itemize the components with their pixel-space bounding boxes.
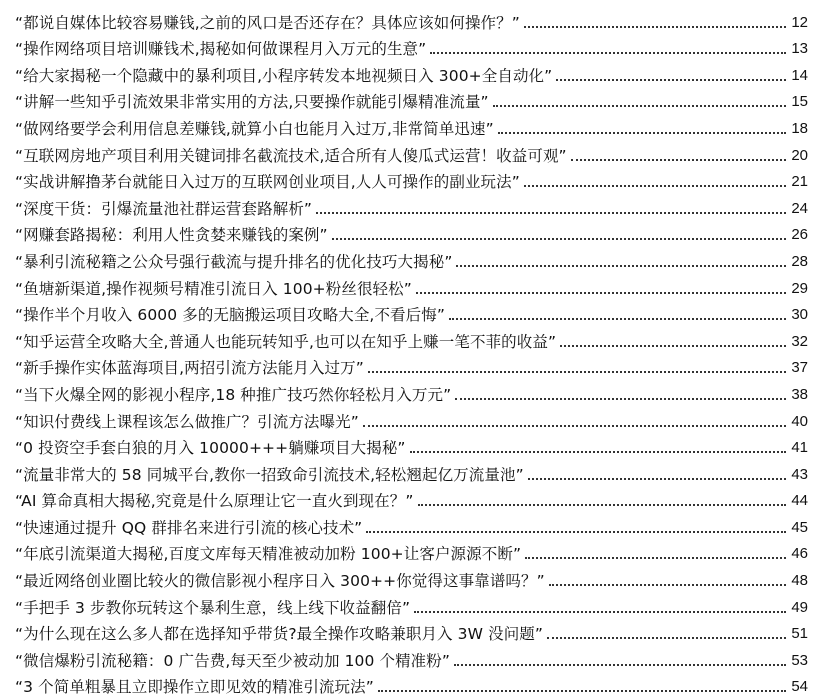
toc-entry[interactable] xyxy=(0,325,826,352)
toc-entry-title: “AI 算命真相大揭秘,究竟是什么原理让它一直火到现在？” xyxy=(15,492,414,511)
toc-entry[interactable] xyxy=(0,432,826,459)
dot-leader xyxy=(414,611,786,613)
toc-entry-page-number: 24 xyxy=(791,199,808,217)
toc-entry-title: “微信爆粉引流秘籍：0 广告费,每天至少被动加 100 个精准粉” xyxy=(15,651,451,670)
toc-entry[interactable] xyxy=(0,59,826,86)
toc-entry-page-number: 53 xyxy=(791,651,808,669)
toc-entry-page-number: 29 xyxy=(791,279,808,297)
toc-entry[interactable] xyxy=(0,192,826,219)
toc-entry-page-number: 40 xyxy=(791,412,808,430)
toc-entry-title: “实战讲解撸茅台就能日入过万的互联网创业项目,人人可操作的副业玩法” xyxy=(15,173,520,192)
dot-leader xyxy=(366,531,786,533)
toc-entry[interactable] xyxy=(0,112,826,139)
dot-leader xyxy=(363,425,786,427)
dot-leader xyxy=(528,478,786,480)
toc-entry[interactable] xyxy=(0,511,826,538)
toc-entry-page-number: 38 xyxy=(791,385,808,403)
toc-entry-page-number: 54 xyxy=(791,678,808,696)
toc-entry-title: “操作半个月收入 6000 多的无脑搬运项目攻略大全,不看后悔” xyxy=(15,306,445,325)
toc-entry-page-number: 20 xyxy=(791,146,808,164)
toc-entry-page-number: 43 xyxy=(791,465,808,483)
toc-entry-title: “当下火爆全网的影视小程序,18 种推广技巧然你轻松月入万元” xyxy=(15,385,452,404)
dot-leader xyxy=(454,664,786,666)
toc-entry[interactable] xyxy=(0,458,826,485)
dot-leader xyxy=(455,398,786,400)
toc-entry-page-number: 46 xyxy=(791,545,808,563)
toc-entry-page-number: 51 xyxy=(791,625,808,643)
toc-entry[interactable] xyxy=(0,671,826,697)
dot-leader xyxy=(316,212,786,214)
toc-entry[interactable] xyxy=(0,378,826,405)
toc-entry[interactable] xyxy=(0,538,826,565)
dot-leader xyxy=(525,557,786,559)
toc-entry-page-number: 26 xyxy=(791,226,808,244)
dot-leader xyxy=(571,159,786,161)
toc-entry-page-number: 49 xyxy=(791,598,808,616)
toc-entry[interactable] xyxy=(0,272,826,299)
toc-entry-page-number: 15 xyxy=(791,93,808,111)
dot-leader xyxy=(524,185,786,187)
toc-entry[interactable] xyxy=(0,139,826,166)
dot-leader xyxy=(456,265,786,267)
toc-entry-title: “操作网络项目培训赚钱术,揭秘如何做课程月入万元的生意” xyxy=(15,40,427,59)
toc-entry-title: “都说自媒体比较容易赚钱,之前的风口是否还存在？具体应该如何操作？” xyxy=(15,13,520,32)
dot-leader xyxy=(524,26,786,28)
toc-entry[interactable] xyxy=(0,644,826,671)
toc-entry-title: “深度干货：引爆流量池社群运营套路解析” xyxy=(15,199,313,218)
toc-entry-title: “给大家揭秘一个隐藏中的暴利项目,小程序转发本地视频日入 300+全自动化” xyxy=(15,66,553,85)
toc-entry-title: “知识付费线上课程该怎么做推广？引流方法曝光” xyxy=(15,412,359,431)
toc-entry-title: “鱼塘新渠道,操作视频号精准引流日入 100+粉丝很轻松” xyxy=(15,279,412,298)
toc-entry-page-number: 12 xyxy=(791,13,808,31)
toc-entry-page-number: 14 xyxy=(791,66,808,84)
dot-leader xyxy=(547,637,786,639)
toc-entry[interactable] xyxy=(0,591,826,618)
toc-entry-title: “做网络要学会利用信息差赚钱,就算小白也能月入过万,非常简单迅速” xyxy=(15,119,494,138)
toc-entry-page-number: 13 xyxy=(791,40,808,58)
toc-entry-title: “新手操作实体蓝海项目,两招引流方法能月入过万” xyxy=(15,359,364,378)
toc-entry-page-number: 21 xyxy=(791,173,808,191)
toc-entry-page-number: 28 xyxy=(791,252,808,270)
toc-entry-title: “互联网房地产项目利用关键词排名截流技术,适合所有人傻瓜式运营！收益可观” xyxy=(15,146,567,165)
toc-entry[interactable] xyxy=(0,352,826,379)
dot-leader xyxy=(449,318,786,320)
toc-entry-title: “3 个简单粗暴且立即操作立即见效的精准引流玩法” xyxy=(15,678,374,697)
toc-entry-page-number: 44 xyxy=(791,492,808,510)
toc-entry[interactable] xyxy=(0,299,826,326)
toc-entry-title: “年底引流渠道大揭秘,百度文库每天精准被动加粉 100+让客户源源不断” xyxy=(15,545,522,564)
toc-entry-title: “最近网络创业圈比较火的微信影视小程序日入 300++你觉得这事靠谱吗？” xyxy=(15,572,545,591)
toc-entry-page-number: 48 xyxy=(791,572,808,590)
toc-entry-page-number: 37 xyxy=(791,359,808,377)
toc-entry-page-number: 18 xyxy=(791,119,808,137)
dot-leader xyxy=(368,371,786,373)
dot-leader xyxy=(430,52,786,54)
toc-entry[interactable] xyxy=(0,86,826,113)
dot-leader xyxy=(378,690,786,692)
toc-entry-title: “快速通过提升 QQ 群排名来进行引流的核心技术” xyxy=(15,518,363,537)
toc-entry-title: “为什么现在这么多人都在选择知乎带货?最全操作攻略兼职月入 3W 没问题” xyxy=(15,625,544,644)
toc-entry[interactable] xyxy=(0,485,826,512)
dot-leader xyxy=(560,345,786,347)
toc-entry-title: “0 投资空手套白狼的月入 10000+++躺赚项目大揭秘” xyxy=(15,439,406,458)
toc-entry-title: “暴利引流秘籍之公众号强行截流与提升排名的优化技巧大揭秘” xyxy=(15,252,453,271)
dot-leader xyxy=(332,238,786,240)
toc-entry[interactable] xyxy=(0,405,826,432)
dot-leader xyxy=(498,132,786,134)
dot-leader xyxy=(493,105,786,107)
toc-entry[interactable] xyxy=(0,564,826,591)
toc-entry-title: “知乎运营全攻略大全,普通人也能玩转知乎,也可以在知乎上赚一笔不菲的收益” xyxy=(15,332,557,351)
dot-leader xyxy=(418,504,787,506)
toc-entry-page-number: 30 xyxy=(791,306,808,324)
dot-leader xyxy=(410,451,786,453)
toc-entry-title: “讲解一些知乎引流效果非常实用的方法,只要操作就能引爆精准流量” xyxy=(15,93,489,112)
toc-entry[interactable] xyxy=(0,219,826,246)
dot-leader xyxy=(556,79,786,81)
toc-entry[interactable] xyxy=(0,33,826,60)
toc-entry-title: “网赚套路揭秘：利用人性贪婪来赚钱的案例” xyxy=(15,226,328,245)
toc-entry[interactable] xyxy=(0,6,826,33)
toc-entry-title: “手把手 3 步教你玩转这个暴利生意，线上线下收益翻倍” xyxy=(15,598,411,617)
toc-entry[interactable] xyxy=(0,166,826,193)
toc-entry[interactable] xyxy=(0,245,826,272)
table-of-contents xyxy=(0,6,826,697)
dot-leader xyxy=(549,584,786,586)
toc-entry-page-number: 45 xyxy=(791,518,808,536)
toc-entry[interactable] xyxy=(0,618,826,645)
toc-entry-title: “流量非常大的 58 同城平台,教你一招致命引流技术,轻松翘起亿万流量池” xyxy=(15,465,524,484)
toc-entry-page-number: 41 xyxy=(791,439,808,457)
toc-entry-page-number: 32 xyxy=(791,332,808,350)
dot-leader xyxy=(416,292,786,294)
